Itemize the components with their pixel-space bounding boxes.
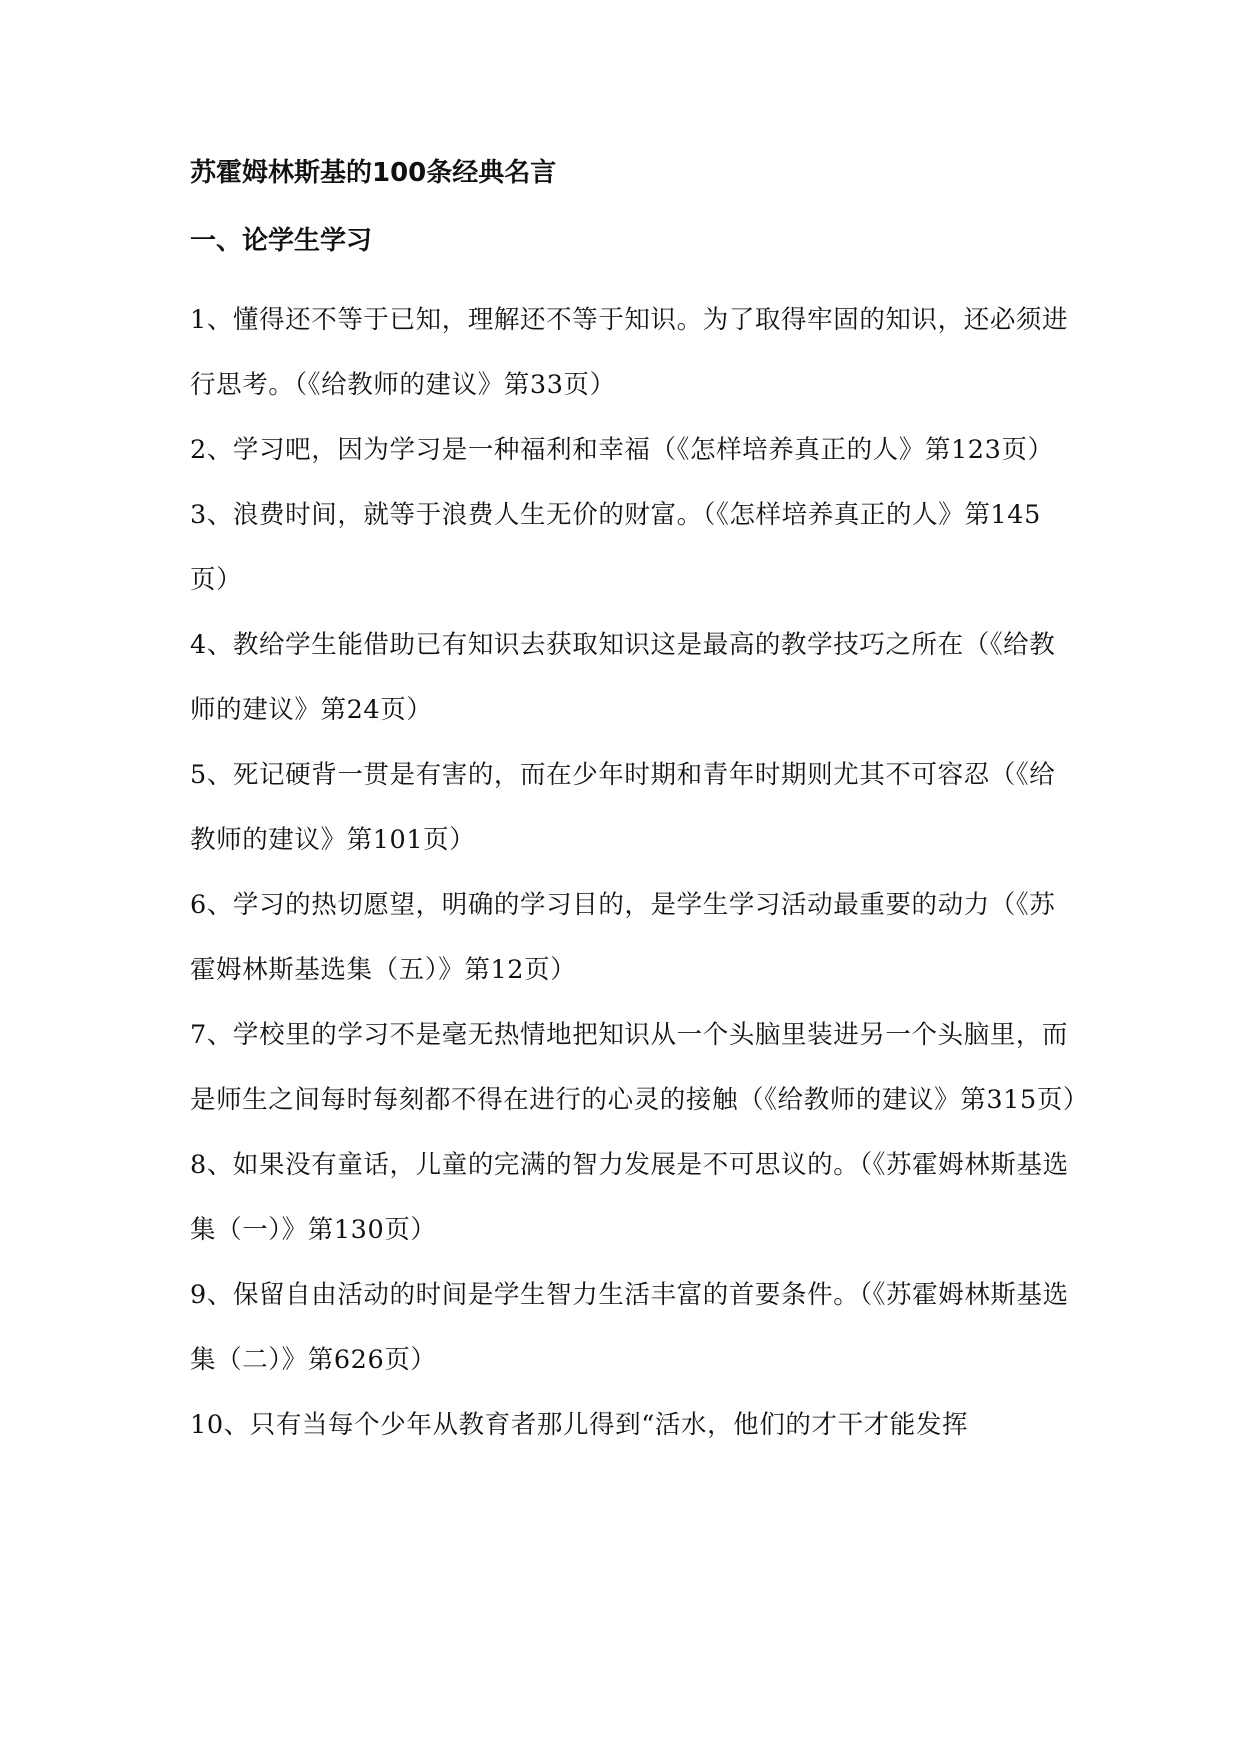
quote-item: 5、死记硬背一贯是有害的，而在少年时期和青年时期则尤其不可容忍（《给教师的建议》第101页） — [190, 760, 1056, 855]
quote-item: 9、保留自由活动的时间是学生智力生活丰富的首要条件。（《苏霍姆林斯基选集（二）》第626页） — [190, 1280, 1069, 1375]
section-heading: 一、论学生学习 — [190, 226, 373, 256]
document-title: 苏霍姆林斯基的100条经典名言 — [190, 158, 557, 188]
quote-item: 8、如果没有童话，儿童的完满的智力发展是不可思议的。（《苏霍姆林斯基选集（一）》第130页） — [190, 1150, 1069, 1245]
document-page — [190, 158, 1090, 1458]
quote-item: 10、只有当每个少年从教育者那儿得到“活水，他们的才干才能发挥 — [190, 1410, 969, 1440]
quote-item: 2、学习吧，因为学习是一种福利和幸福（《怎样培养真正的人》第123页） — [190, 435, 1054, 465]
quote-item: 4、教给学生能借助已有知识去获取知识这是最高的教学技巧之所在（《给教师的建议》第24页） — [190, 630, 1056, 725]
quote-item: 1、懂得还不等于已知，理解还不等于知识。为了取得牢固的知识，还必须进行思考。（《给教师的建议》第33页） — [190, 305, 1069, 400]
quote-item: 7、学校里的学习不是毫无热情地把知识从一个头脑里装进另一个头脑里，而是师生之间每时每刻都不得在进行的心灵的接触（《给教师的建议》第315页） — [190, 1020, 1090, 1115]
quote-item: 3、浪费时间，就等于浪费人生无价的财富。（《怎样培养真正的人》第145页） — [190, 500, 1041, 595]
quote-item: 6、学习的热切愿望，明确的学习目的，是学生学习活动最重要的动力（《苏霍姆林斯基选集（五）》第12页） — [190, 890, 1056, 985]
